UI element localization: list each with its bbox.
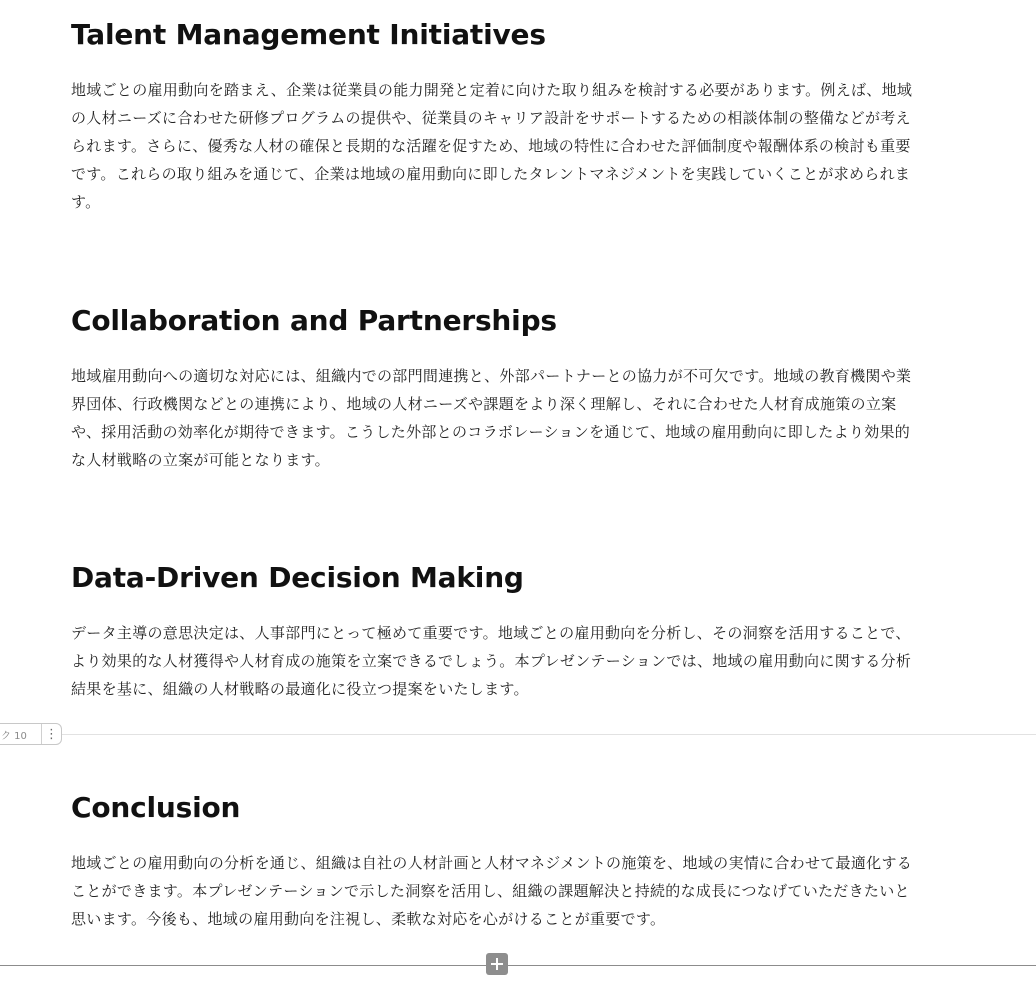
kebab-icon[interactable]: ⋮ [45, 726, 58, 742]
section-talent-management [71, 18, 921, 211]
section-collaboration-partnerships [71, 304, 921, 469]
section-heading: Conclusion [71, 791, 241, 824]
section-body: 地域ごとの雇用動向を踏まえ、企業は従業員の能力開発と定着に向けた取り組みを検討する必要があります。例えば、地域の人材ニーズに合わせた研修プログラムの提供や、従業員のキャリア設計をサポートするための相談体制の整備などが考えられます。さらに、優秀な人材の確保と長期的な活躍を促すため、地域の特性に合わせた評価制度や報酬体系の検討も重要です。これらの取り組みを通じて、企業は地域の雇用動向に即したタレントマネジメントを実践していくことが求められます。 [71, 81, 913, 211]
section-heading: Talent Management Initiatives [71, 18, 546, 51]
section-heading: Data-Driven Decision Making [71, 561, 524, 594]
add-block-button[interactable] [486, 953, 508, 975]
section-conclusion [71, 791, 921, 928]
plus-icon [490, 957, 504, 971]
page-break-divider [0, 734, 1036, 735]
page-marker-label: ク 10 [1, 730, 27, 742]
section-body: 地域雇用動向への適切な対応には、組織内での部門間連携と、外部パートナーとの協力が不可欠です。地域の教育機関や業界団体、行政機関などとの連携により、地域の人材ニーズや課題をより深く理解し、それに合わせた人材育成施策の立案や、採用活動の効率化が期待できます。こうした外部とのコラボレーションを通じて、地域の雇用動向に即したより効果的な人材戦略の立案が可能となります。 [71, 367, 912, 469]
page-break-marker[interactable] [0, 723, 62, 745]
section-data-driven-decision [71, 561, 921, 698]
section-body: データ主導の意思決定は、人事部門にとって極めて重要です。地域ごとの雇用動向を分析し、その洞察を活用することで、より効果的な人材獲得や人材育成の施策を立案できるでしょう。本プレゼンテーションでは、地域の雇用動向に関する分析結果を基に、組織の人材戦略の最適化に役立つ提案をいたします。 [71, 624, 912, 698]
section-heading: Collaboration and Partnerships [71, 304, 557, 337]
page-bottom-divider [0, 965, 1036, 966]
section-body: 地域ごとの雇用動向の分析を通じ、組織は自社の人材計画と人材マネジメントの施策を、地域の実情に合わせて最適化することができます。本プレゼンテーションで示した洞察を活用し、組織の課題解決と持続的な成長につなげていただきたいと思います。今後も、地域の雇用動向を注視し、柔軟な対応を心がけることが重要です。 [71, 854, 913, 928]
